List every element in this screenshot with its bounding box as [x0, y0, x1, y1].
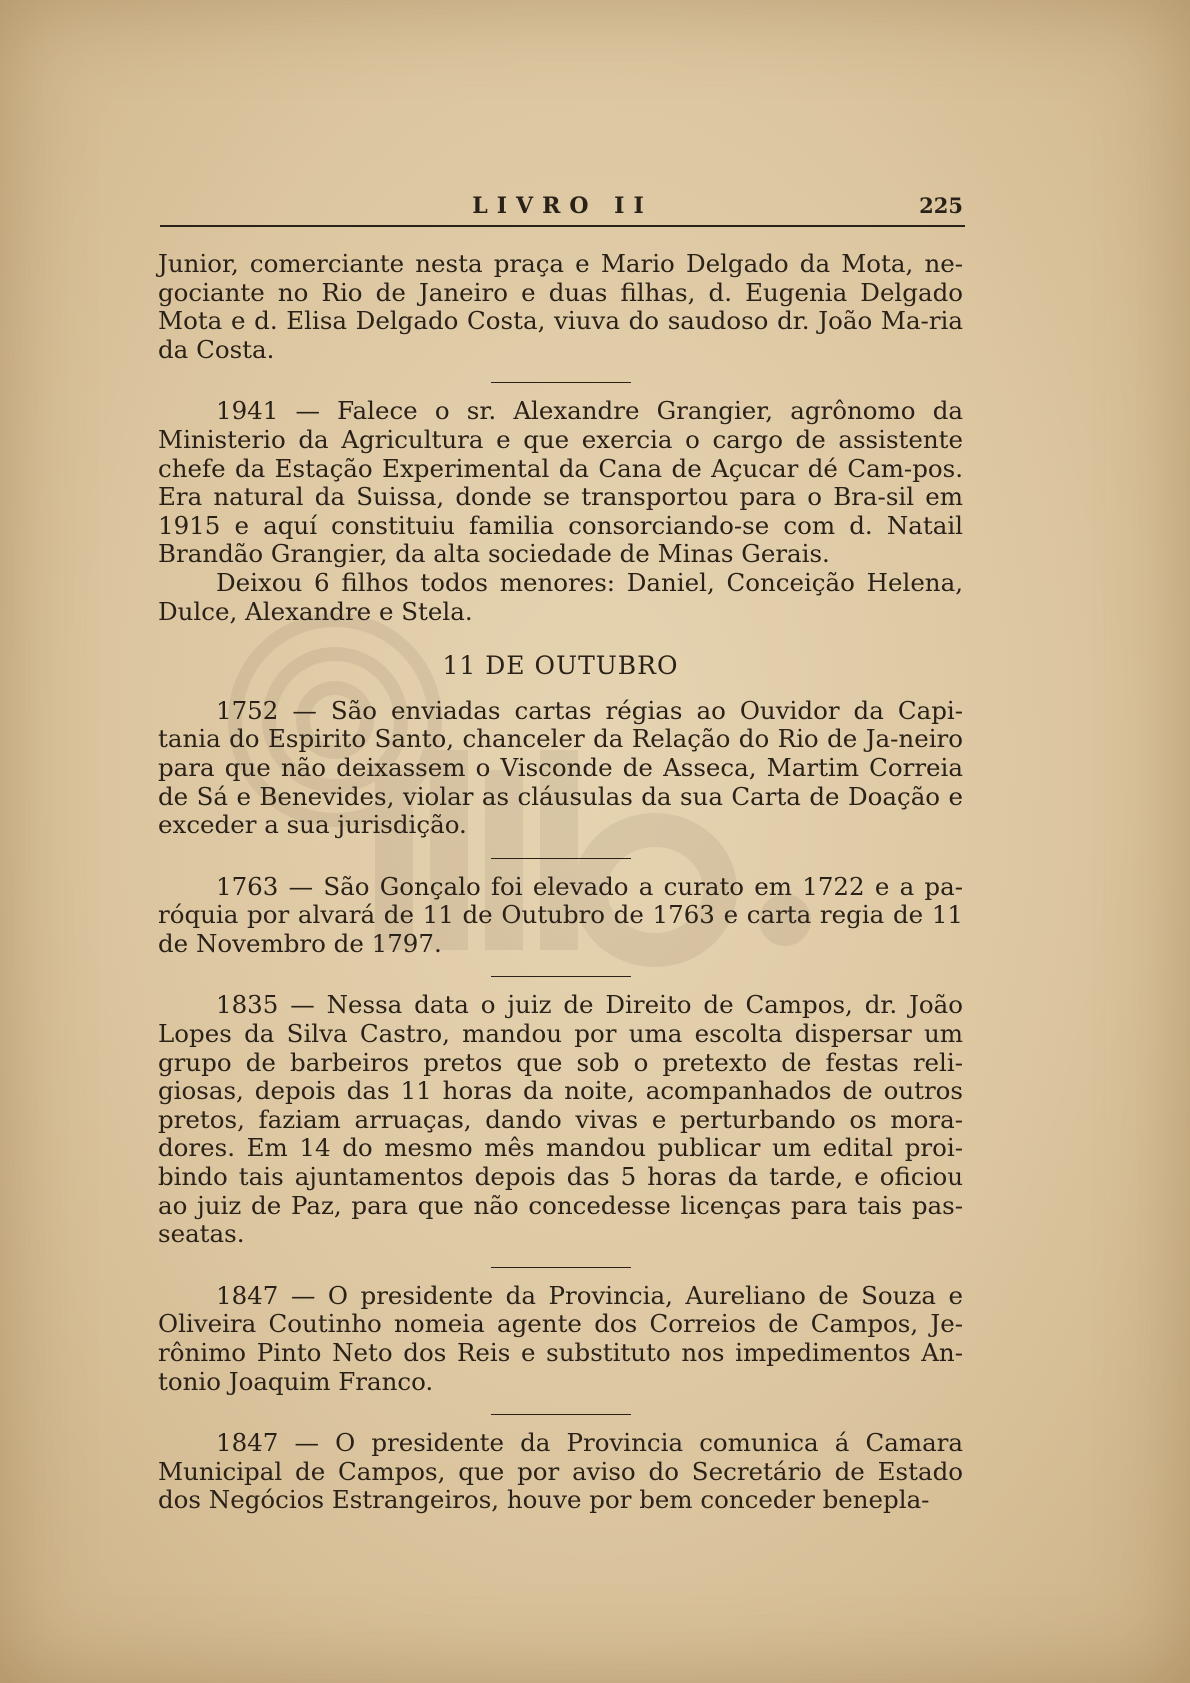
entry-1763: 1763 — São Gonçalo foi elevado a curato em 1722 e a pa-róquia por alvará de 11 de Outubro de 1763 e carta regia de 11 de Novembro de 1797. [158, 871, 963, 958]
separator-rule [491, 382, 631, 383]
entry-1835: 1835 — Nessa data o juiz de Direito de Campos, dr. João Lopes da Silva Castro, mandou por uma escolta dispersar um grupo de barbeiros pretos que sob o pretexto de festas reli-giosas, depois das 11 horas da noite, acompanhados de outros pretos, faziam arruaças, dando vivas e perturbando os mora-dores. Em 14 do mesmo mês mandou publicar um edital proi-bindo tais ajuntamentos depois das 5 horas da tarde, e oficiou ao juiz de Paz, para que não concedesse licenças para tais pas-seatas. [158, 990, 963, 1249]
entry-1941-children: Deixou 6 filhos todos menores: Daniel, Conceição Helena, Dulce, Alexandre e Stela. [158, 567, 963, 626]
header-rule [160, 225, 965, 227]
running-head: LIVRO II [472, 193, 653, 219]
separator-rule [491, 976, 631, 977]
entry-1752: 1752 — São enviadas cartas régias ao Ouvidor da Capi-tania do Espirito Santo, chanceler da Relação do Rio de Ja-neiro para que não deixassem o Visconde de Asseca, Martim Correia de Sá e Benevides, violar as cláusulas da sua Carta de Doação e exceder a sua jurisdição. [158, 695, 963, 840]
separator-rule [491, 1267, 631, 1268]
page-number: 225 [919, 193, 963, 218]
entry-continuation: Junior, comerciante nesta praça e Mario Delgado da Mota, ne-gociante no Rio de Janeiro e duas filhas, d. Eugenia Delgado Mota e d. Elisa Delgado Costa, viuva do saudoso dr. João Ma-ria da Costa. [158, 249, 963, 364]
entry-1847-correios: 1847 — O presidente da Provincia, Aureliano de Souza e Oliveira Coutinho nomeia agente dos Correios de Campos, Je-rônimo Pinto Neto dos Reis e substituto nos impedimentos An-tonio Joaquim Franco. [158, 1280, 963, 1396]
page-header [160, 193, 965, 229]
date-heading: 11 DE OUTUBRO [442, 651, 679, 681]
page-content [158, 250, 963, 1515]
entry-1847-camara: 1847 — O presidente da Provincia comunica á Camara Municipal de Campos, que por aviso do Secretário de Estado dos Negócios Estrangeiros, houve por bem conceder benepla- [158, 1428, 963, 1515]
entry-1941: 1941 — Falece o sr. Alexandre Grangier, agrônomo da Ministerio da Agricultura e que exercia o cargo de assistente chefe da Estação Experimental da Cana de Açucar dé Cam-pos. Era natural da Suissa, donde se transportou para o Bra-sil em 1915 e aquí constituiu familia consorciando-se com d. Natail Brandão Grangier, da alta sociedade de Minas Gerais. [158, 396, 963, 569]
separator-rule [491, 1414, 631, 1415]
separator-rule [491, 858, 631, 859]
